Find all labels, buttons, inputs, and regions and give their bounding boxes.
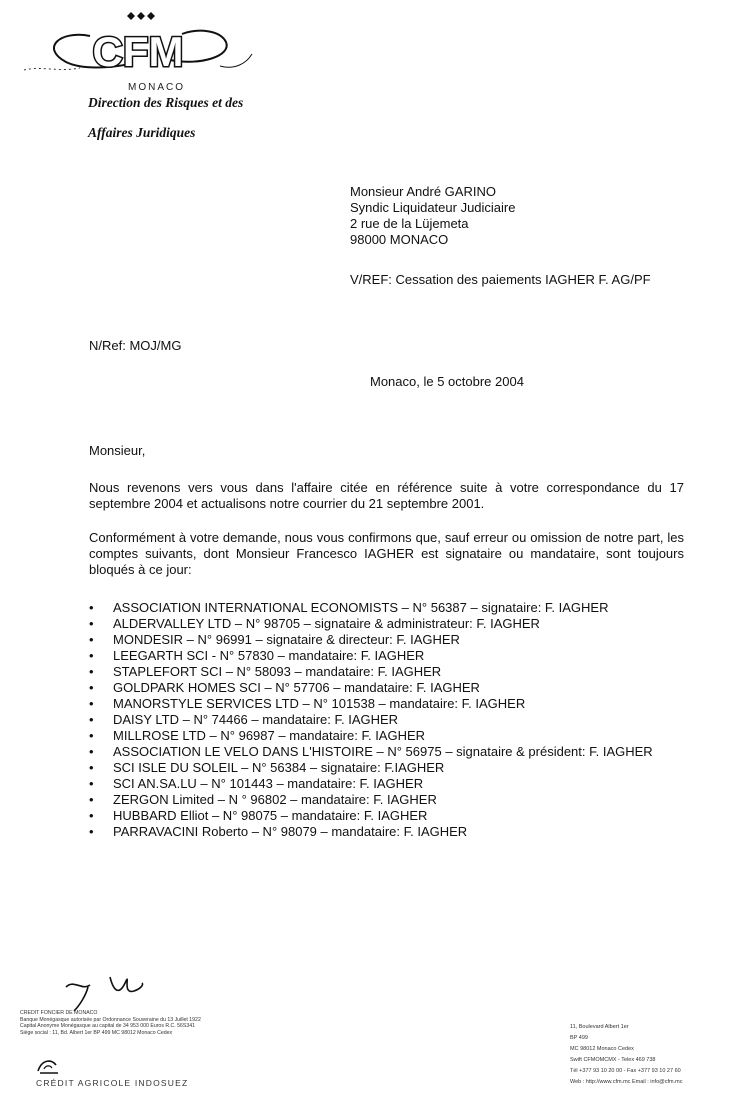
list-item: • MILLROSE LTD – N° 96987 – mandataire: F. IAGHER xyxy=(89,728,689,744)
list-item: • MONDESIR – N° 96991 – signataire & directeur: F. IAGHER xyxy=(89,632,689,648)
signature xyxy=(60,965,170,1015)
list-item: • MANORSTYLE SERVICES LTD – N° 101538 – mandataire: F. IAGHER xyxy=(89,696,689,712)
list-item: • ZERGON Limited – N ° 96802 – mandataire: F. IAGHER xyxy=(89,792,689,808)
footer-contact-line: Swift CFMOMCMX - Telex 469 738 xyxy=(570,1057,656,1063)
recipient-line: 98000 MONACO xyxy=(350,232,449,247)
footer-contact-line: BP 499 xyxy=(570,1035,588,1041)
footer-legal xyxy=(20,1010,270,1036)
list-item: • ASSOCIATION INTERNATIONAL ECONOMISTS – N° 56387 – signataire: F. IAGHER xyxy=(89,600,689,616)
paragraph-1: Nous revenons vers vous dans l'affaire citée en référence suite à votre correspondance du 17 septembre 2004 et actualisons notre courrier du 21 septembre 2001. xyxy=(89,480,684,511)
footer-contact-line: MC 98012 Monaco Cedex xyxy=(570,1046,634,1052)
footer-contact xyxy=(570,1022,755,1088)
footer-legal-line: Siège social : 11, Bd. Albert 1er BP 499 MC 98012 Monaco Cedex xyxy=(20,1029,173,1036)
list-item: • ALDERVALLEY LTD – N° 98705 – signataire & administrateur: F. IAGHER xyxy=(89,616,689,632)
list-item: • SCI ISLE DU SOLEIL – N° 56384 – signataire: F.IAGHER xyxy=(89,760,689,776)
accounts-list xyxy=(89,600,689,840)
vref-reference: V/REF: Cessation des paiements IAGHER F. AG/PF xyxy=(350,272,651,287)
credit-agricole-logo xyxy=(36,1057,60,1075)
list-item: • STAPLEFORT SCI – N° 58093 – mandataire: F. IAGHER xyxy=(89,664,689,680)
logo-subtext: MONACO xyxy=(128,82,185,93)
salutation: Monsieur, xyxy=(89,443,146,458)
list-item: • LEEGARTH SCI - N° 57830 – mandataire: F. IAGHER xyxy=(89,648,689,664)
footer-legal-line: Banque Monégasque autorisée par Ordonnance Souveraine du 13 Juillet 1922 xyxy=(20,1016,201,1023)
logo-text: CFM xyxy=(92,28,184,75)
recipient-line: Syndic Liquidateur Judiciaire xyxy=(350,200,516,215)
nref-reference: N/Ref: MOJ/MG xyxy=(89,338,182,353)
brand-name: CRÉDIT AGRICOLE INDOSUEZ xyxy=(36,1078,189,1088)
footer-contact-line: 11, Boulevard Albert 1er xyxy=(570,1024,629,1030)
list-item: • GOLDPARK HOMES SCI – N° 57706 – mandataire: F. IAGHER xyxy=(89,680,689,696)
department-line-1: Direction des Risques et des xyxy=(88,95,244,110)
recipient-line: Monsieur André GARINO xyxy=(350,184,496,199)
list-item: • DAISY LTD – N° 74466 – mandataire: F. IAGHER xyxy=(89,712,689,728)
list-item: • HUBBARD Elliot – N° 98075 – mandataire: F. IAGHER xyxy=(89,808,689,824)
date-line: Monaco, le 5 octobre 2004 xyxy=(370,374,524,389)
recipient-address xyxy=(350,184,515,248)
footer-contact-line: Web : http://www.cfm.mc Email : info@cfm.mc xyxy=(570,1079,683,1085)
list-item: • SCI AN.SA.LU – N° 101443 – mandataire: F. IAGHER xyxy=(89,776,689,792)
list-item: • PARRAVACINI Roberto – N° 98079 – mandataire: F. IAGHER xyxy=(89,824,689,840)
paragraph-2: Conformément à votre demande, nous vous confirmons que, sauf erreur ou omission de notre part, les comptes suivants, dont Monsieur Francesco IAGHER est signataire ou mandataire, sont toujours bloqués à ce jour: xyxy=(89,530,684,577)
footer-legal-line: Capital Anonyme Monégasque au capital de 34 953 000 Euros R.C. 56S341 xyxy=(20,1023,196,1029)
department-line-2: Affaires Juridiques xyxy=(88,125,196,140)
recipient-line: 2 rue de la Lüjemeta xyxy=(350,216,469,231)
footer-legal-line: CREDIT FONCIER DE MONACO xyxy=(20,1010,98,1016)
footer-contact-line: Tél +377 93 10 20 00 - Fax +377 93 10 27 60 xyxy=(570,1068,681,1074)
list-item: • ASSOCIATION LE VELO DANS L'HISTOIRE – N° 56975 – signataire & président: F. IAGHER xyxy=(89,744,689,760)
